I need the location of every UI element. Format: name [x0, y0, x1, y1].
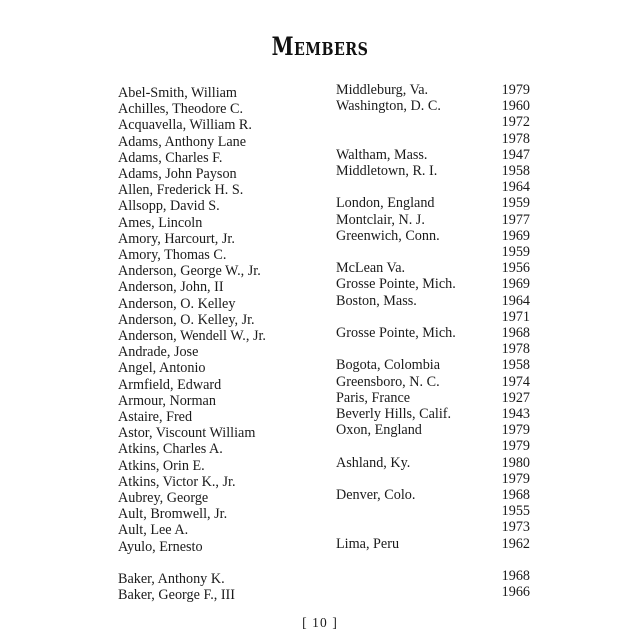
table-row: [118, 587, 530, 603]
member-year: 1960: [501, 98, 530, 115]
member-location: [336, 519, 484, 535]
members-roster-table: [118, 82, 530, 604]
member-year: 1979: [501, 438, 530, 455]
member-year: 1979: [501, 82, 530, 98]
member-name: Ayulo, Ernesto: [118, 538, 203, 555]
member-name: Adams, Anthony Lane: [118, 133, 247, 150]
member-name: Allsopp, David S.: [118, 198, 220, 215]
member-year: 1958: [501, 163, 530, 180]
member-location: [336, 131, 484, 147]
member-year: 1958: [501, 357, 530, 374]
member-year: 1962: [501, 535, 530, 552]
member-year: 1959: [501, 195, 530, 212]
member-name: Armfield, Edward: [118, 376, 222, 393]
member-location: [336, 568, 484, 584]
member-name: Achilles, Theodore C.: [118, 101, 244, 118]
members-roster-body: [118, 82, 530, 604]
member-name: Allen, Frederick H. S.: [118, 182, 244, 199]
page-title: Members: [271, 32, 369, 61]
member-name: [118, 555, 336, 571]
member-name: Baker, Anthony K.: [118, 571, 225, 588]
member-location: Ashland, Ky.: [336, 454, 411, 471]
member-name: Anderson, O. Kelley, Jr.: [118, 311, 255, 328]
member-year: 1978: [501, 341, 530, 358]
member-year: 1968: [501, 568, 530, 585]
member-location: [336, 244, 484, 260]
member-location: [336, 309, 484, 325]
member-location: [336, 438, 484, 454]
member-location: Grosse Pointe, Mich.: [336, 276, 456, 293]
member-year: 1980: [501, 454, 530, 471]
member-location: Denver, Colo.: [336, 487, 416, 504]
member-location: [336, 341, 484, 357]
member-year: [484, 552, 530, 568]
member-name: Astor, Viscount William: [118, 425, 256, 442]
member-location: Boston, Mass.: [336, 292, 417, 309]
member-year: 1955: [501, 503, 530, 520]
member-year: 1969: [501, 276, 530, 293]
member-year: 1969: [501, 227, 530, 244]
member-name: Adams, Charles F.: [118, 149, 223, 166]
member-year: 1968: [501, 325, 530, 342]
member-location: Paris, France: [336, 389, 411, 406]
member-location: [336, 114, 484, 130]
member-name: Ault, Lee A.: [118, 522, 189, 539]
member-name: Astaire, Fred: [118, 409, 193, 426]
member-year: 1956: [501, 260, 530, 277]
member-location: Lima, Peru: [336, 535, 400, 552]
member-location: [336, 503, 484, 519]
member-location: Greensboro, N. C.: [336, 373, 440, 390]
member-name: Anderson, George W., Jr.: [118, 263, 261, 280]
member-location: Grosse Pointe, Mich.: [336, 325, 456, 342]
member-year: 1979: [501, 422, 530, 439]
member-name: Atkins, Charles A.: [118, 441, 223, 458]
member-name: Armour, Norman: [118, 392, 216, 409]
member-location: [336, 471, 484, 487]
member-name: Ames, Lincoln: [118, 214, 203, 231]
member-year: 1968: [501, 487, 530, 504]
member-year: 1959: [501, 244, 530, 261]
member-year: 1964: [501, 292, 530, 309]
member-name: Andrade, Jose: [118, 344, 199, 361]
member-year: 1973: [501, 519, 530, 536]
member-name: Amory, Harcourt, Jr.: [118, 230, 235, 247]
member-name: Angel, Antonio: [118, 360, 206, 377]
member-location: Montclair, N. J.: [336, 211, 425, 228]
member-year: 1927: [501, 389, 530, 406]
member-location: Washington, D. C.: [336, 98, 441, 115]
member-location: Waltham, Mass.: [336, 146, 428, 163]
member-year: 1966: [501, 584, 530, 601]
member-name: Adams, John Payson: [118, 166, 237, 183]
member-location: Oxon, England: [336, 422, 422, 439]
member-year: 1947: [501, 146, 530, 163]
member-name: Anderson, O. Kelley: [118, 295, 236, 312]
member-location: Greenwich, Conn.: [336, 227, 440, 244]
member-year: 1977: [501, 211, 530, 228]
member-name: Acquavella, William R.: [118, 117, 252, 134]
member-year: 1943: [501, 406, 530, 423]
member-location: Bogota, Colombia: [336, 357, 441, 374]
member-name: Ault, Bromwell, Jr.: [118, 506, 228, 523]
member-year: 1971: [501, 308, 530, 325]
member-name: Baker, George F., III: [118, 587, 236, 604]
member-location: [336, 179, 484, 195]
member-location: Middleburg, Va.: [336, 82, 429, 98]
member-name: Atkins, Orin E.: [118, 457, 205, 474]
member-location: McLean Va.: [336, 260, 406, 277]
page-folio: [ 10 ]: [302, 615, 338, 630]
member-year: 1964: [501, 179, 530, 196]
member-year: 1978: [501, 130, 530, 147]
member-name: Amory, Thomas C.: [118, 247, 227, 264]
member-location: Middletown, R. I.: [336, 163, 438, 180]
member-name: Anderson, John, II: [118, 279, 224, 296]
member-name: Anderson, Wendell W., Jr.: [118, 328, 266, 345]
member-name: Aubrey, George: [118, 490, 209, 507]
member-location: London, England: [336, 195, 435, 212]
member-location: [336, 584, 484, 600]
member-location: Beverly Hills, Calif.: [336, 406, 452, 423]
member-year: 1974: [501, 373, 530, 390]
member-name: Abel-Smith, William: [118, 85, 237, 101]
member-year: 1979: [501, 470, 530, 487]
member-name: Atkins, Victor K., Jr.: [118, 473, 236, 490]
member-location: [336, 552, 484, 568]
member-year: 1972: [501, 114, 530, 131]
